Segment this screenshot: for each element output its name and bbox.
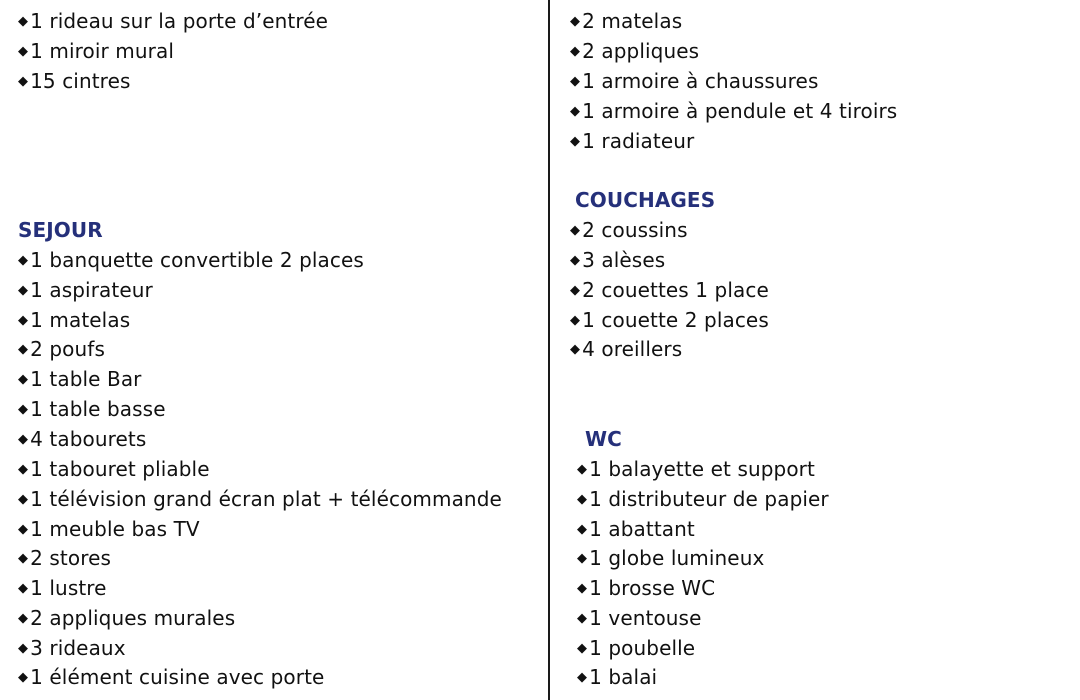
bullet-icon: ◆: [570, 283, 581, 298]
bullet-icon: ◆: [18, 462, 29, 477]
list-item: ◆ 2 poufs: [18, 337, 105, 361]
bullet-icon: ◆: [18, 522, 29, 537]
bullet-icon: ◆: [577, 611, 588, 626]
list-item: ◆ 1 aspirateur: [18, 278, 153, 302]
section-heading-sejour: SEJOUR: [18, 218, 103, 242]
bullet-icon: ◆: [18, 402, 29, 417]
list-item: ◆ 1 table Bar: [18, 367, 142, 391]
section-heading-couchages: COUCHAGES: [575, 188, 716, 212]
list-item: ◆ 4 oreillers: [570, 337, 683, 361]
list-item: ◆ 1 abattant: [577, 517, 695, 541]
bullet-icon: ◆: [18, 641, 29, 656]
list-item: ◆ 1 matelas: [18, 308, 131, 332]
bullet-icon: ◆: [577, 462, 588, 477]
list-item: ◆ 2 appliques: [570, 39, 700, 63]
bullet-icon: ◆: [18, 342, 29, 357]
bullet-icon: ◆: [570, 313, 581, 328]
bullet-icon: ◆: [570, 342, 581, 357]
list-item: ◆ 1 armoire à pendule et 4 tiroirs: [570, 99, 898, 123]
list-item: ◆ 1 couette 2 places: [570, 308, 769, 332]
list-item: ◆ 3 rideaux: [18, 636, 126, 660]
list-item: ◆ 1 globe lumineux: [577, 546, 765, 570]
list-item: ◆ 15 cintres: [18, 69, 131, 93]
list-item: ◆ 1 rideau sur la porte d’entrée: [18, 9, 329, 33]
list-item: ◆ 1 balai: [577, 665, 658, 689]
list-item: ◆ 2 couettes 1 place: [570, 278, 769, 302]
bullet-icon: ◆: [577, 522, 588, 537]
bullet-icon: ◆: [577, 641, 588, 656]
bullet-icon: ◆: [570, 253, 581, 268]
bullet-icon: ◆: [18, 253, 29, 268]
bullet-icon: ◆: [18, 372, 29, 387]
list-item: ◆ 1 table basse: [18, 397, 166, 421]
bullet-icon: ◆: [18, 551, 29, 566]
list-item: ◆ 1 radiateur: [570, 129, 695, 153]
bullet-icon: ◆: [577, 551, 588, 566]
bullet-icon: ◆: [570, 223, 581, 238]
section-heading-wc: WC: [585, 427, 622, 451]
list-item: ◆ 1 distributeur de papier: [577, 487, 829, 511]
bullet-icon: ◆: [18, 283, 29, 298]
list-item: ◆ 1 meuble bas TV: [18, 517, 200, 541]
list-item: ◆ 1 miroir mural: [18, 39, 174, 63]
list-item: ◆ 1 poubelle: [577, 636, 696, 660]
bullet-icon: ◆: [18, 581, 29, 596]
bullet-icon: ◆: [18, 14, 29, 29]
bullet-icon: ◆: [577, 492, 588, 507]
bullet-icon: ◆: [18, 670, 29, 685]
bullet-icon: ◆: [570, 104, 581, 119]
list-item: ◆ 1 télévision grand écran plat + télécommande: [18, 487, 502, 511]
bullet-icon: ◆: [18, 492, 29, 507]
list-item: ◆ 3 alèses: [570, 248, 666, 272]
list-item: ◆ 2 stores: [18, 546, 111, 570]
list-item: ◆ 1 ventouse: [577, 606, 702, 630]
bullet-icon: ◆: [577, 581, 588, 596]
list-item: ◆ 1 banquette convertible 2 places: [18, 248, 364, 272]
bullet-icon: ◆: [18, 74, 29, 89]
list-item: ◆ 2 matelas: [570, 9, 683, 33]
list-item: ◆ 4 tabourets: [18, 427, 147, 451]
bullet-icon: ◆: [570, 44, 581, 59]
list-item: ◆ 1 élément cuisine avec porte: [18, 665, 325, 689]
bullet-icon: ◆: [18, 432, 29, 447]
list-item: ◆ 1 brosse WC: [577, 576, 716, 600]
bullet-icon: ◆: [570, 14, 581, 29]
list-item: ◆ 1 tabouret pliable: [18, 457, 210, 481]
bullet-icon: ◆: [577, 670, 588, 685]
bullet-icon: ◆: [18, 611, 29, 626]
list-item: ◆ 1 balayette et support: [577, 457, 815, 481]
list-item: ◆ 2 appliques murales: [18, 606, 236, 630]
list-item: ◆ 1 lustre: [18, 576, 107, 600]
list-item: ◆ 1 armoire à chaussures: [570, 69, 819, 93]
bullet-icon: ◆: [570, 74, 581, 89]
list-item: ◆ 2 coussins: [570, 218, 688, 242]
bullet-icon: ◆: [18, 44, 29, 59]
column-divider: [548, 0, 550, 700]
bullet-icon: ◆: [570, 134, 581, 149]
bullet-icon: ◆: [18, 313, 29, 328]
